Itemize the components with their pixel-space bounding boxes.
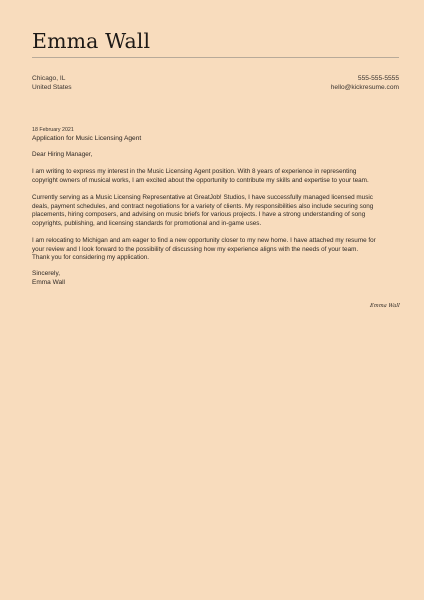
closing-phrase: Sincerely,	[32, 270, 61, 277]
closing-name: Emma Wall	[32, 278, 65, 286]
letter-body	[32, 151, 404, 271]
contact-block	[331, 74, 399, 92]
paragraph-line: I am relocating to Michigan and am eager to find a new opportunity closer to my new home. I have attached my resume for	[32, 236, 376, 244]
paragraph-line: Thank you for considering my application.	[32, 254, 150, 262]
letter-greeting: Dear Hiring Manager,	[32, 151, 93, 158]
applicant-name: Emma Wall	[32, 29, 151, 53]
email-address: hello@kickresume.com	[330, 84, 399, 91]
paragraph-line: placements, hiring composers, and advising on music briefs for various projects. I have a strong understanding of song	[32, 211, 366, 219]
paragraph-line: your review and I look forward to the possibility of discussing how my experience aligns with the needs of your team.	[32, 245, 359, 253]
letter-date: 18 February 2021	[32, 127, 74, 133]
paragraph-line: I am writing to express my interest in the Music Licensing Agent position. With 8 years of experience in representing	[32, 168, 357, 176]
paragraph-line: Currently serving as a Music Licensing Representative at GreatJob! Studios, I have successfully managed licensed music	[32, 193, 373, 201]
body-paragraph-2	[32, 194, 404, 228]
letter-closing	[32, 270, 65, 287]
phone-number: 555-555-5555	[357, 75, 399, 82]
paragraph-line: copyright owners of musical works, I am excited about the opportunity to contribute my skills and expertise to your team.	[32, 176, 369, 184]
address-city: Chicago, IL	[32, 75, 66, 82]
body-paragraph-3	[32, 237, 404, 263]
paragraph-line: deals, payment schedules, and contract negotiations for a variety of clients. My responsibilities also include securing song	[32, 202, 374, 210]
address-country: United States	[32, 84, 72, 91]
header-divider	[32, 57, 399, 58]
handwritten-signature: Emma Wall	[370, 303, 401, 309]
letter-subject: Application for Music Licensing Agent	[32, 134, 142, 142]
paragraph-line: copyrights, publishing, and licensing standards for promotional and in-game uses.	[32, 219, 262, 227]
body-paragraph-1	[32, 168, 404, 185]
address-block	[32, 74, 72, 92]
